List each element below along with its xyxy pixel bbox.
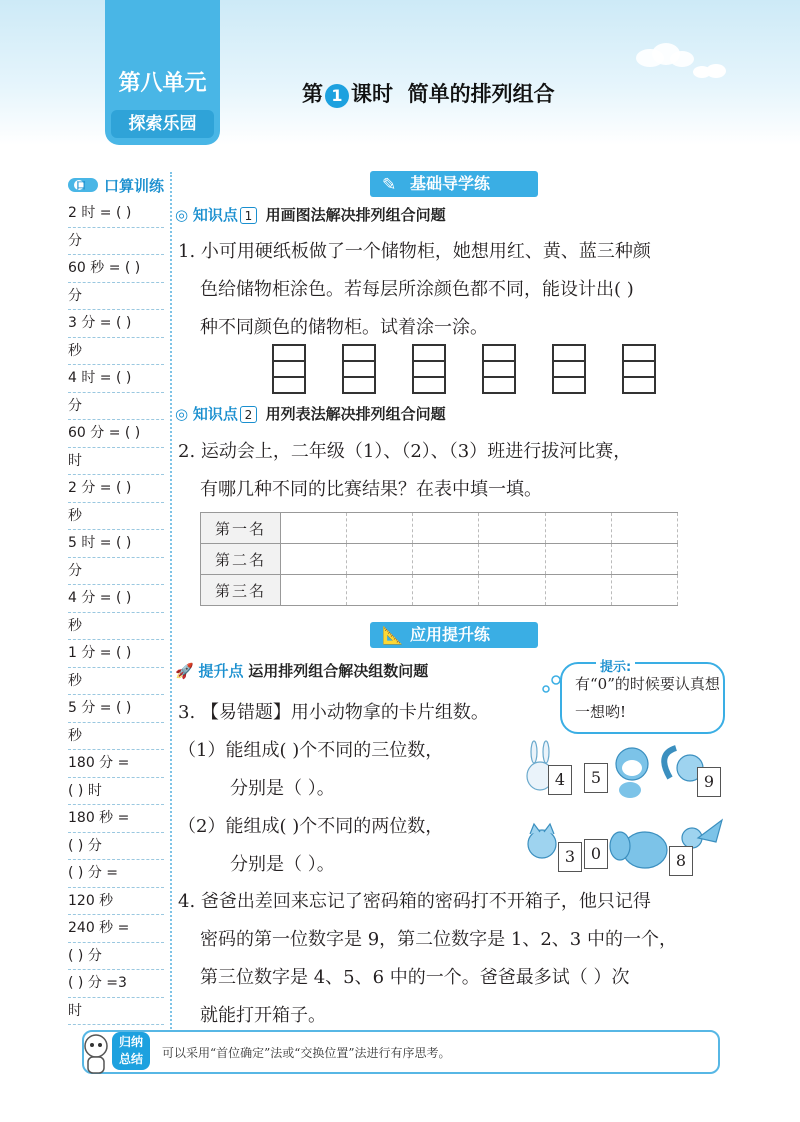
ruler-icon: 📐: [382, 626, 404, 646]
oral-practice-row: ( ) 时: [68, 778, 164, 806]
question-line: 4. 爸爸出差回来忘记了密码箱的密码打不开箱子，他只记得: [178, 891, 651, 912]
kp-tag: 知识点: [192, 206, 238, 224]
question-3-part2: （2）能组成( )个不同的两位数，: [178, 816, 444, 837]
table-cell[interactable]: [347, 544, 413, 575]
section-banner-basic: [370, 171, 538, 197]
unit-subtitle: 探索乐园: [111, 110, 214, 138]
cabinet-box[interactable]: [622, 344, 656, 394]
tp-text: 运用排列组合解决组数问题: [248, 662, 429, 680]
cloud-icon: [690, 62, 730, 80]
knowledge-point-1: [175, 204, 446, 225]
oral-practice-row: 1 分 = ( ): [68, 640, 164, 668]
table-cell[interactable]: [413, 513, 479, 544]
question-1: [178, 233, 651, 347]
oral-practice-row: 分: [68, 393, 164, 421]
improvement-point: [175, 660, 428, 681]
question-2: [178, 433, 631, 509]
lesson-number-badge: 1: [325, 84, 349, 108]
table-cell[interactable]: [545, 513, 611, 544]
number-card: 9: [697, 767, 721, 797]
mascot-icon: [80, 1032, 112, 1076]
oral-practice-row: 5 时 = ( ): [68, 530, 164, 558]
question-line: 色给储物柜涂色。若每层所涂颜色都不同，能设计出( ): [200, 279, 634, 300]
question-line: 密码的第一位数字是 9，第二位数字是 1、2、3 中的一个，: [200, 929, 677, 950]
oral-practice-row: 180 分 =: [68, 750, 164, 778]
sidebar-header: [66, 172, 170, 198]
cabinet-box[interactable]: [552, 344, 586, 394]
lesson-prefix: 第: [302, 82, 323, 106]
table-cell[interactable]: [347, 513, 413, 544]
target-icon: ◎: [175, 405, 189, 423]
oral-practice-row: ( ) 分 =: [68, 860, 164, 888]
banner-text: 基础导学练: [410, 174, 491, 193]
question-3-title: 3. 【易错题】用小动物拿的卡片组数。: [178, 702, 489, 723]
table-cell[interactable]: [479, 544, 545, 575]
cat-icon: [528, 824, 556, 858]
oral-practice-row: 时: [68, 448, 164, 476]
oral-practice-row: 2 分 = ( ): [68, 475, 164, 503]
table-cell[interactable]: [611, 575, 677, 606]
banner-text: 应用提升练: [410, 625, 491, 644]
question-3-part2-answer: 分别是（ ）。: [230, 854, 335, 875]
oral-practice-row: 秒: [68, 723, 164, 751]
compass-icon: ✎: [382, 175, 397, 195]
oral-practice-row: ( ) 分: [68, 943, 164, 971]
lesson-name: 简单的排列组合: [407, 82, 555, 106]
bird-icon: [682, 820, 722, 848]
oral-practice-row: 时: [68, 998, 164, 1026]
monkey-icon: [616, 748, 648, 798]
table-cell[interactable]: [281, 513, 347, 544]
sidebar-divider: [170, 172, 172, 1032]
question-line: 就能打开箱子。: [200, 1005, 326, 1026]
question-line: 有哪几种不同的比赛结果？在表中填一填。: [200, 479, 542, 500]
table-row: [201, 513, 678, 544]
page-header: [0, 0, 800, 145]
number-card: 0: [584, 839, 608, 869]
oral-practice-row: 秒: [68, 613, 164, 641]
summary-tag-line: 归纳: [118, 1035, 143, 1049]
oral-practice-row: 分: [68, 558, 164, 586]
oral-practice-row: ( ) 分: [68, 833, 164, 861]
question-line: 1. 小可用硬纸板做了一个储物柜，她想用红、黄、蓝三种颜: [178, 241, 651, 262]
question-3-part1-answer: 分别是（ ）。: [230, 778, 335, 799]
table-cell[interactable]: [545, 544, 611, 575]
question-line: 2. 运动会上，二年级（1）、（2）、（3）班进行拔河比赛，: [178, 441, 632, 462]
number-card: 3: [558, 842, 582, 872]
table-cell[interactable]: [413, 544, 479, 575]
question-line: 第三位数字是 4、5、6 中的一个。爸爸最多试（ ）次: [200, 967, 630, 988]
number-card: 8: [669, 846, 693, 876]
knowledge-point-2: [175, 403, 446, 424]
rocket-icon: 🚀: [175, 662, 194, 680]
kp-number: 1: [240, 207, 257, 224]
sidebar-title: 口算训练: [104, 177, 165, 195]
oral-practice-row: 秒: [68, 503, 164, 531]
kp-text: 用列表法解决排列组合问题: [265, 405, 446, 423]
row-label: 第一名: [201, 513, 281, 544]
kp-number: 2: [240, 406, 257, 423]
elephant-icon: [610, 832, 667, 868]
animals-with-cards-illustration: [520, 816, 730, 878]
kp-tag: 知识点: [192, 405, 238, 423]
row-label: 第三名: [201, 575, 281, 606]
lesson-title: [302, 78, 555, 108]
table-cell[interactable]: [545, 575, 611, 606]
unit-title: 第八单元: [118, 71, 207, 96]
table-cell[interactable]: [479, 513, 545, 544]
number-card: 4: [548, 765, 572, 795]
question-3-part1: （1）能组成( )个不同的三位数，: [178, 740, 444, 761]
table-cell[interactable]: [611, 513, 677, 544]
oral-practice-row: 3 分 = ( ): [68, 310, 164, 338]
table-cell[interactable]: [413, 575, 479, 606]
cabinet-box[interactable]: [342, 344, 376, 394]
oral-practice-row: 2 时 = ( ): [68, 200, 164, 228]
table-cell[interactable]: [281, 575, 347, 606]
cabinet-box[interactable]: [412, 344, 446, 394]
oral-practice-list: [68, 200, 164, 1025]
section-banner-advanced: [370, 622, 538, 648]
oral-practice-row: 分: [68, 283, 164, 311]
oral-practice-row: 60 分 = ( ): [68, 420, 164, 448]
oral-practice-row: 120 秒: [68, 888, 164, 916]
summary-tag-line: 总结: [118, 1052, 143, 1066]
table-cell[interactable]: [347, 575, 413, 606]
oral-practice-row: 180 秒 =: [68, 805, 164, 833]
bubble-tail-icon: [538, 672, 564, 696]
table-cell[interactable]: [611, 544, 677, 575]
cabinet-box[interactable]: [482, 344, 516, 394]
number-card: 5: [584, 763, 608, 793]
table-cell[interactable]: [479, 575, 545, 606]
oral-practice-row: 分: [68, 228, 164, 256]
oral-practice-row: ( ) 分 =3: [68, 970, 164, 998]
question-line: 种不同颜色的储物柜。试着涂一涂。: [200, 317, 488, 338]
kp-text: 用画图法解决排列组合问题: [265, 206, 446, 224]
svg-text:口: 口: [76, 181, 86, 192]
target-icon: ◎: [175, 206, 189, 224]
oral-practice-row: 4 分 = ( ): [68, 585, 164, 613]
summary-tag: [112, 1032, 150, 1070]
tip-label: 提示:: [596, 656, 635, 675]
oral-practice-row: 秒: [68, 338, 164, 366]
oral-practice-row: 60 秒 = ( ): [68, 255, 164, 283]
cabinet-box[interactable]: [272, 344, 306, 394]
lesson-suffix: 课时: [351, 82, 393, 106]
oral-practice-row: 4 时 = ( ): [68, 365, 164, 393]
table-row: [201, 575, 678, 606]
pencil-icon: [66, 172, 104, 198]
unit-tab: [105, 0, 220, 145]
ranking-table: [200, 512, 678, 606]
question-4: [178, 883, 677, 1035]
oral-practice-row: 秒: [68, 668, 164, 696]
oral-practice-row: 5 分 = ( ): [68, 695, 164, 723]
tp-tag: 提升点: [198, 662, 244, 680]
oral-practice-row: 240 秒 =: [68, 915, 164, 943]
table-row: [201, 544, 678, 575]
tip-text: 有“0”的时候要认真想一想哟!: [575, 675, 720, 721]
table-cell[interactable]: [281, 544, 347, 575]
summary-text: 可以采用“首位确定”法或“交换位置”法进行有序思考。: [162, 1046, 451, 1060]
row-label: 第二名: [201, 544, 281, 575]
